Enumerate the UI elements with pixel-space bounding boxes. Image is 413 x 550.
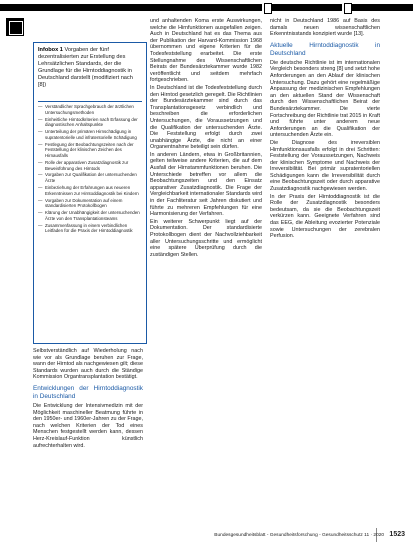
- header-bar: [0, 4, 413, 11]
- body-paragraph: Die Entwicklung der Intensivmedizin mit der Möglichkeit maschineller Beatmung führte in den 1950er- und 1960er-Jahren zu der Frage, nach welchen Kriterien der Tod eines Menschen festgestellt werden kann, dessen Herz-Kreislauf-Funktion künstlich aufrechterhalten wird.: [33, 402, 143, 449]
- section-heading: Aktuelle Hirntoddiagnostik in Deutschland: [270, 41, 380, 57]
- header-tag: [344, 3, 352, 14]
- column-right: [270, 18, 380, 241]
- section-marker-icon: [6, 18, 24, 36]
- list-item-text: Vorgaben zur Dokumentation auf einem standardisierten Protokollbogen: [45, 197, 123, 209]
- list-item: — Festlegung der Beobachtungszeiten nach der Feststellung der klinischen Zeichen des Hirnausfalls: [38, 141, 134, 158]
- body-paragraph: und anhaltenden Koma erste Auswirkungen, welche die Hirnfunktionen ausgefallen zeigen. Auch in Deutschland hat es das Thema aus der Publikation der Harvard-Kommission 1968 übernommen und eigene Kriterien für die Todesfeststellung erarbeitet. Die erste Stellungnahme des Wissenschaftlichen Beirats der Bundesärztekammer wurde 1982 veröffentlicht und seitdem mehrfach fortgeschrieben.: [150, 18, 262, 84]
- infobox-label: Infobox 1: [38, 47, 63, 53]
- infobox-title: Vorgaben der fünf dezentralisierten zur Erstellung des Lehrsätzlichen Standards, der die Grundlage für die Hirntoddiagnostik in Deutschland darstellt (modifiziert nach [8]): [38, 47, 133, 88]
- body-paragraph: Die deutsche Richtlinie ist im internationalen Vergleich besonders streng [8] und setzt hohe Anforderungen an den Ablauf der klinischen Untersuchung. Dazu gehört eine regelmäßige Anpassung der medizinischen Empfehlungen an den aktuellen Stand der Wissenschaft durch den Wissenschaftlichen Beirat der Bundesärztekammer. Die vierte Fortschreibung der Richtlinie trat 2015 in Kraft und führte unter anderem neue Anforderungen an die Qualifikation der untersuchenden Ärzte ein.: [270, 59, 380, 139]
- list-item: — Rolle der apparativen Zusatzdiagnostik zur Beweisführung des Hirntods: [38, 159, 129, 171]
- list-item: — Unterteilung der primären Hirnschädigung in supratentorielle und infratentorielle Schädigung: [38, 129, 137, 140]
- list-item: — Verständlicher Sprachgebrauch der ärztlichen Untersuchungsmethoden: [38, 104, 134, 115]
- header-bar-segment: [352, 4, 413, 11]
- list-item-text: Klärung der Unabhängigkeit der untersuchenden Ärzte von den Transplantationsteams: [45, 210, 140, 221]
- header-bar-segment: [0, 4, 262, 11]
- body-paragraph: In der Praxis der Hirntoddiagnostik ist die Rolle der Zusatzdiagnostik besonders bedeutsam, da sie die Beobachtungszeit verkürzen kann. Geeignete Verfahren sind das EEG, die Ableitung evozierter Potenziale sowie Untersuchungen der zerebralen Perfusion.: [270, 193, 380, 240]
- list-item: — Zusammenfassung in einem verbindlichen Leitfaden für die Praxis der Hirntoddiagnostik: [38, 222, 133, 234]
- list-item-text: Rolle der apparativen Zusatzdiagnostik zur Beweisführung des Hirntods: [45, 159, 129, 171]
- list-item-text: Unterteilung der primären Hirnschädigung in supratentorielle und infratentorielle Schädigung: [45, 129, 137, 140]
- body-paragraph: nicht in Deutschland 1986 auf Basis des damals neuen wissenschaftlichen Erkenntnisstands konzipiert wurde [13].: [270, 18, 380, 38]
- list-item: — Einbeziehung der Erfahrungen aus neueren Erkenntnissen zur Hirntoddiagnostik bei Kindern: [38, 185, 139, 196]
- body-paragraph: In Deutschland ist die Todesfeststellung durch den Hirntod gesetzlich geregelt. Die Richtlinien der Bundesärztekammer sind durch das Transplantationsgesetz verbindlich und beschreiben die erforderlichen Untersuchungen, die Voraussetzungen und die Qualifikation der untersuchenden Ärzte. Die Feststellung erfolgt durch zwei unabhängige Ärzte, die nicht an einer Organentnahme beteiligt sein dürfen.: [150, 84, 262, 151]
- infobox: [33, 42, 147, 344]
- list-item-text: Verständlicher Sprachgebrauch der ärztlichen Untersuchungsmethoden: [45, 104, 134, 115]
- infobox-list: [38, 104, 142, 235]
- body-paragraph: Ein weiterer Schwerpunkt liegt auf der Dokumentation. Der standardisierte Protokollbogen dient der Nachvollziehbarkeit aller Untersuchungsschritte und ermöglicht eine spätere Überprüfung durch die zuständigen Stellen.: [150, 218, 262, 258]
- list-item-text: Zusammenfassung in einem verbindlichen Leitfaden für die Praxis der Hirntoddiagnostik: [45, 222, 133, 234]
- list-item-text: Einbeziehung der Erfahrungen aus neueren Erkenntnissen zur Hirntoddiagnostik bei Kindern: [45, 185, 139, 196]
- list-item-text: Einheitliche Hirntodkriterien nach Erfassung der diagnostischen Anhaltspunkte: [45, 116, 138, 128]
- list-item-text: Festlegung der Beobachtungszeiten nach der Feststellung der klinischen Zeichen des Hirnausfalls: [45, 141, 134, 158]
- column-middle: [150, 18, 262, 259]
- column-left: [33, 348, 143, 450]
- infobox-caption: [38, 47, 142, 89]
- list-item: — Vorgaben zur Dokumentation auf einem standardisierten Protokollbogen: [38, 197, 123, 209]
- body-paragraph: Die Diagnose des irreversiblen Hirnfunktionsausfalls erfolgt in drei Schritten: Feststellung der Voraussetzungen, Nachweis der klinischen Symptome und Nachweis der Irreversibilität. Bei primär supratentoriellen Schädigungen kann die Irreversibilität durch eine Beobachtungszeit oder durch apparative Zusatzdiagnostik nachgewiesen werden.: [270, 139, 380, 193]
- page-footer: [214, 531, 405, 538]
- list-item-text: Vorgaben zur Qualifikation der untersuchenden Ärzte: [45, 172, 137, 184]
- section-heading: Entwicklungen der Hirntoddiagnostik in Deutschland: [33, 384, 143, 400]
- list-item: — Einheitliche Hirntodkriterien nach Erfassung der diagnostischen Anhaltspunkte: [38, 116, 138, 128]
- header-tag: [264, 3, 272, 14]
- journal-citation: Bundesgesundheitsblatt - Gesundheitsforschung - Gesundheitsschutz 11 · 2020: [214, 533, 385, 538]
- list-item: — Klärung der Unabhängigkeit der untersuchenden Ärzte von den Transplantationsteams: [38, 210, 140, 221]
- infobox-divider: [38, 101, 142, 102]
- page-number: 1523: [389, 531, 405, 538]
- body-paragraph: Selbstverständlich auf Wiederholung nach wie vor als Grundlage beruhen zur Frage, wann der Hirntod als nachgewiesen gilt; diese Standards wurden auch durch die Ständige Kommission Organtransplantation bestätigt.: [33, 348, 143, 381]
- header-bar-segment: [272, 4, 342, 11]
- body-paragraph: In anderen Ländern, etwa in Großbritannien, gelten teilweise andere Kriterien, die auf dem Ausfall der Hirnstammfunktionen beruhen. Die Unterschiede betreffen vor allem die Beobachtungszeiten und den Einsatz apparativer Zusatzdiagnostik. Die Frage der Vergleichbarkeit internationaler Standards wird in der Fachliteratur seit Jahren diskutiert und führte zu mehreren Empfehlungen für eine Harmonisierung der Verfahren.: [150, 151, 262, 218]
- list-item: — Vorgaben zur Qualifikation der untersuchenden Ärzte: [38, 172, 137, 184]
